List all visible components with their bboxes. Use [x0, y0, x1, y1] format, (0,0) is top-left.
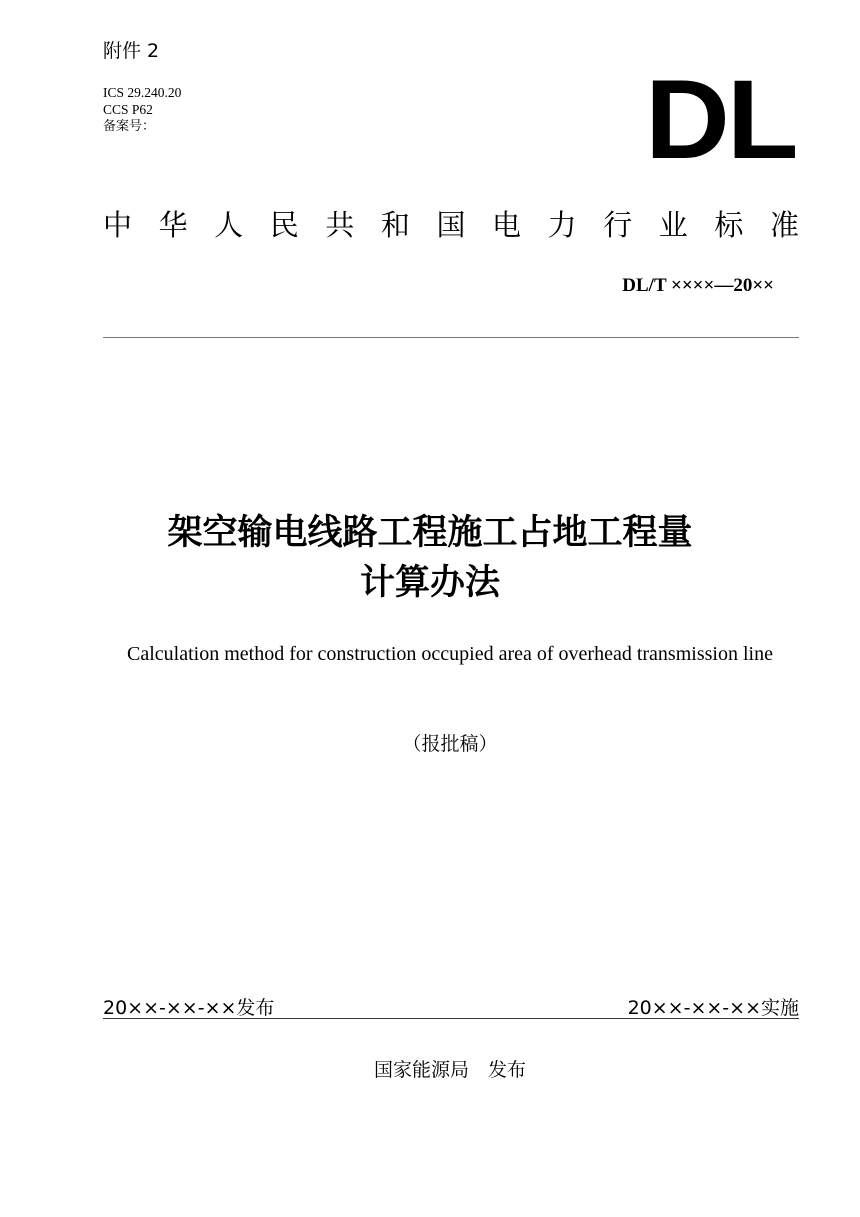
title-char: 准: [769, 208, 799, 242]
title-char: 电: [492, 208, 522, 242]
dl-logo: DL: [645, 57, 796, 182]
ccs-code: CCS P62: [103, 102, 153, 117]
title-char: 业: [658, 208, 688, 242]
title-char: 人: [214, 208, 244, 242]
implement-date: 20××-××-××实施: [627, 997, 799, 1019]
title-char: 力: [547, 208, 577, 242]
publisher: 国家能源局 发布: [373, 1059, 526, 1081]
standard-number: DL/T ××××—20××: [622, 275, 774, 296]
classification-meta: [103, 84, 181, 135]
title-char: 标: [714, 208, 744, 242]
ics-code: ICS 29.240.20: [103, 85, 182, 100]
record-number-label: 备案号：: [103, 119, 156, 134]
title-char: 行: [603, 208, 633, 242]
document-title-line-1: 架空输电线路工程施工占地工程量: [167, 513, 693, 553]
title-char: 民: [269, 208, 299, 242]
attachment-label: 附件 2: [103, 40, 160, 62]
title-char: 国: [436, 208, 466, 242]
title-char: 共: [325, 208, 355, 242]
document-title-line-2: 计算办法: [359, 563, 500, 603]
document-title-english: Calculation method for construction occupied area of overhead transmission line: [127, 643, 773, 665]
standard-category-title: [103, 203, 799, 244]
title-char: 和: [380, 208, 410, 242]
publish-date: 20××-××-××发布: [103, 997, 275, 1019]
title-char: 华: [158, 208, 188, 242]
title-char: 中: [103, 208, 133, 242]
top-divider: [103, 337, 799, 338]
draft-status: （报批稿）: [402, 733, 498, 755]
bottom-divider: [103, 1018, 799, 1019]
